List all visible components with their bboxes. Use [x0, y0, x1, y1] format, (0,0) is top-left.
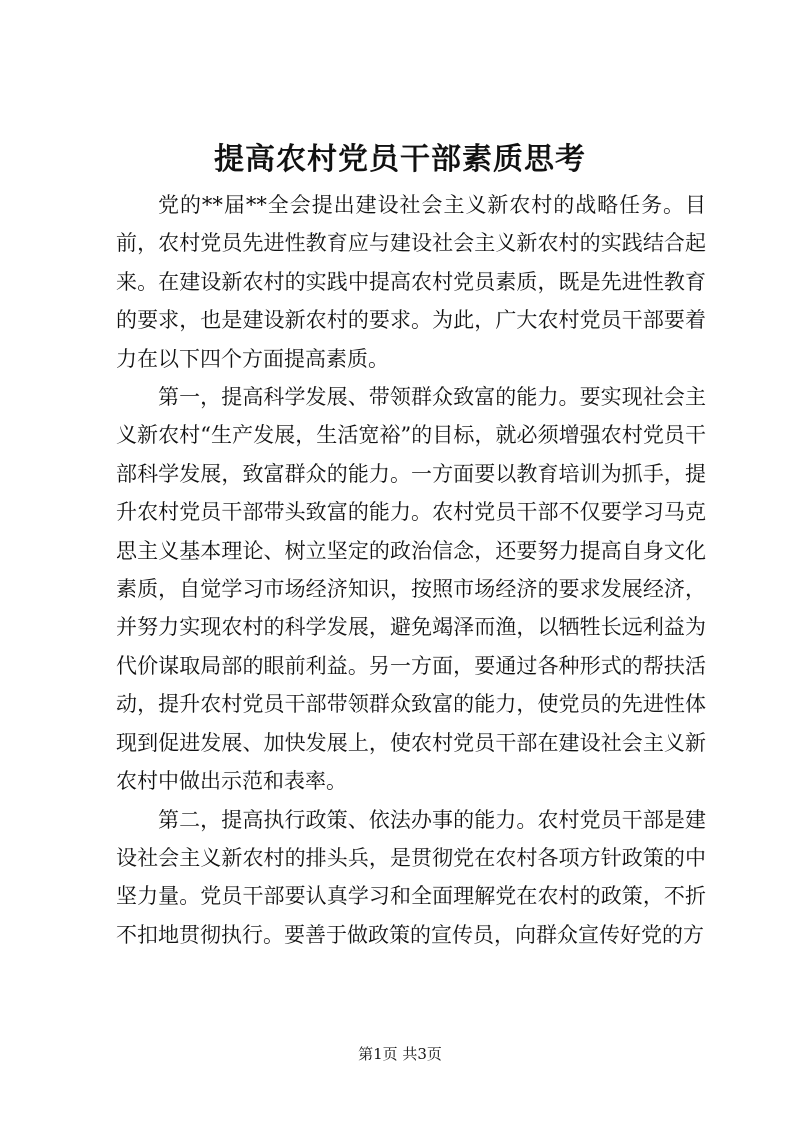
page-footer: 第1页 共3页	[358, 1045, 442, 1063]
paragraph-second-point: 第二，提高执行政策、依法办事的能力。农村党员干部是建设社会主义新农村的排头兵，是贯彻党在农村各项方针政策的中坚力量。党员干部要认真学习和全面理解党在农村的政策，不折不扣地贯彻执行。要善于做政策的宣传员，向群众宣传好党的方	[116, 807, 706, 947]
document-body	[116, 186, 706, 954]
paragraph-first-point: 第一，提高科学发展、带领群众致富的能力。要实现社会主义新农村“生产发展，生活宽裕”的目标，就必须增强农村党员干部科学发展，致富群众的能力。一方面要以教育培训为抓手，提升农村党员干部带头致富的能力。农村党员干部不仅要学习马克思主义基本理论、树立坚定的政治信念，还要努力提高自身文化素质，自觉学习市场经济知识，按照市场经济的要求发展经济，并努力实现农村的科学发展，避免竭泽而渔，以牺牲长远利益为代价谋取局部的眼前利益。另一方面，要通过各种形式的帮扶活动，提升农村党员干部带领群众致富的能力，使党员的先进性体现到促进发展、加快发展上，使农村党员干部在建设社会主义新农村中做出示范和表率。	[116, 385, 706, 794]
document-title: 提高农村党员干部素质思考	[214, 142, 586, 177]
paragraph-intro: 党的**届**全会提出建设社会主义新农村的战略任务。目前，农村党员先进性教育应与建设社会主义新农村的实践结合起来。在建设新农村的实践中提高农村党员素质，既是先进性教育的要求，也是建设新农村的要求。为此，广大农村党员干部要着力在以下四个方面提高素质。	[116, 193, 706, 371]
